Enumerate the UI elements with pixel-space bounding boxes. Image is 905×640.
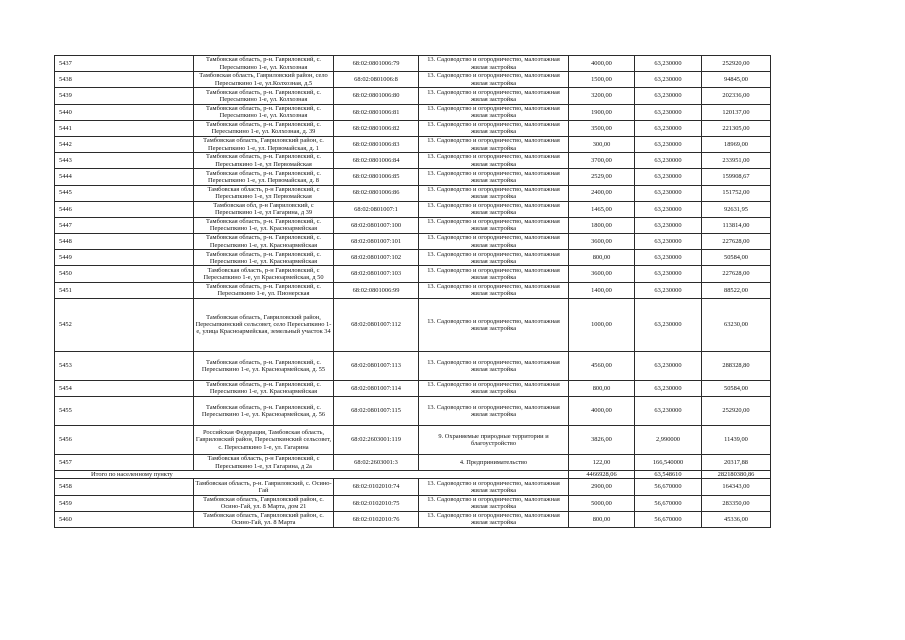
land-use-cell: 13. Садоводство и огородничество, малоэтажная жилая застройка bbox=[419, 250, 569, 266]
cadastral-value-cell: 227628,00 bbox=[702, 266, 771, 282]
cadastral-value-cell: 252920,00 bbox=[702, 397, 771, 426]
area-cell: 1000,00 bbox=[569, 298, 635, 351]
address-cell: Тамбовская область, р-н. Гавриловский, с. Пересыпкино 1-е, ул. Красноармейская bbox=[194, 234, 334, 250]
cadastral-number-cell: 68:02:0801007:115 bbox=[334, 397, 419, 426]
table-body bbox=[55, 56, 771, 528]
specific-value-cell: 63,230000 bbox=[635, 136, 702, 152]
cadastral-number-cell: 68:02:0801007:103 bbox=[334, 266, 419, 282]
cadastral-value-cell: 282180380,86 bbox=[702, 471, 771, 479]
table-row bbox=[55, 351, 771, 380]
area-cell: 4000,00 bbox=[569, 56, 635, 72]
land-use-cell: 13. Садоводство и огородничество, малоэтажная жилая застройка bbox=[419, 56, 569, 72]
specific-value-cell: 63,230000 bbox=[635, 201, 702, 217]
area-cell: 1400,00 bbox=[569, 282, 635, 298]
cadastral-value-cell: 113814,00 bbox=[702, 217, 771, 233]
cadastral-value-cell: 45336,00 bbox=[702, 511, 771, 527]
area-cell: 1900,00 bbox=[569, 104, 635, 120]
cadastral-value-cell: 50584,00 bbox=[702, 380, 771, 396]
area-cell: 3600,00 bbox=[569, 234, 635, 250]
cadastral-number-cell: 68:02:0102010:74 bbox=[334, 479, 419, 495]
record-number-cell: 5439 bbox=[55, 88, 194, 104]
area-cell: 3600,00 bbox=[569, 266, 635, 282]
cadastral-number-cell: 68:02:0801006:8 bbox=[334, 72, 419, 88]
record-number-cell: 5456 bbox=[55, 426, 194, 455]
area-cell: 3826,00 bbox=[569, 426, 635, 455]
specific-value-cell: 63,230000 bbox=[635, 120, 702, 136]
address-cell: Тамбовская область, р-н. Гавриловский, с. Пересыпкино 1-е, ул. Красноармейская bbox=[194, 217, 334, 233]
cadastral-number-cell: 68:02:0801007:1 bbox=[334, 201, 419, 217]
address-cell: Тамбовская область, Гавриловский район, село Пересыпкино 1-е, ул.Колхозная, д.5 bbox=[194, 72, 334, 88]
cadastral-number-cell: 68:02:0801006:80 bbox=[334, 88, 419, 104]
area-cell: 4466928,06 bbox=[569, 471, 635, 479]
land-use-cell: 13. Садоводство и огородничество, малоэтажная жилая застройка bbox=[419, 217, 569, 233]
land-use-cell: 13. Садоводство и огородничество, малоэтажная жилая застройка bbox=[419, 201, 569, 217]
cadastral-number-cell: 68:02:2603001:119 bbox=[334, 426, 419, 455]
address-cell: Тамбовская область, р-н. Гавриловский, с. Пересыпкино 1-е, ул. Пионерская bbox=[194, 282, 334, 298]
record-number-cell: 5446 bbox=[55, 201, 194, 217]
cadastral-number-cell: 68:02:0102010:76 bbox=[334, 511, 419, 527]
table-row bbox=[55, 153, 771, 169]
land-use-cell: 13. Садоводство и огородничество, малоэтажная жилая застройка bbox=[419, 266, 569, 282]
specific-value-cell: 63,230000 bbox=[635, 397, 702, 426]
land-use-cell: 4. Предпринимательство bbox=[419, 455, 569, 471]
table-row bbox=[55, 104, 771, 120]
specific-value-cell: 63,230000 bbox=[635, 234, 702, 250]
specific-value-cell: 63,230000 bbox=[635, 380, 702, 396]
table-row bbox=[55, 56, 771, 72]
record-number-cell: 5457 bbox=[55, 455, 194, 471]
area-cell: 800,00 bbox=[569, 380, 635, 396]
specific-value-cell: 63,230000 bbox=[635, 298, 702, 351]
address-cell: Российская Федерация, Тамбовская область, Гавриловский район, Пересыпкинский сельсовет, с. Пересыпкино 1-е, ул. Гагарина bbox=[194, 426, 334, 455]
area-cell: 1800,00 bbox=[569, 217, 635, 233]
cadastral-value-cell: 164343,00 bbox=[702, 479, 771, 495]
cadastral-value-cell: 18969,00 bbox=[702, 136, 771, 152]
specific-value-cell: 2,990000 bbox=[635, 426, 702, 455]
cadastral-value-cell: 159908,67 bbox=[702, 169, 771, 185]
table-row bbox=[55, 250, 771, 266]
address-cell: Тамбовская область, р-н. Гавриловский, с. Пересыпкино 1-е, ул Первомайская bbox=[194, 153, 334, 169]
area-cell: 2400,00 bbox=[569, 185, 635, 201]
cadastral-number-cell: 68:02:0801006:82 bbox=[334, 120, 419, 136]
specific-value-cell: 63,230000 bbox=[635, 185, 702, 201]
address-cell: Тамбовская область, р-н Гавриловский, с Пересыпкино 1-е, ул Гагарина, д 2а bbox=[194, 455, 334, 471]
specific-value-cell: 63,230000 bbox=[635, 56, 702, 72]
record-number-cell: 5438 bbox=[55, 72, 194, 88]
table-row bbox=[55, 234, 771, 250]
specific-value-cell: 63,230000 bbox=[635, 266, 702, 282]
record-number-cell: 5445 bbox=[55, 185, 194, 201]
cadastral-value-cell: 151752,00 bbox=[702, 185, 771, 201]
specific-value-cell: 63,230000 bbox=[635, 351, 702, 380]
land-use-cell: 9. Охраняемые природные территории и благоустройство bbox=[419, 426, 569, 455]
address-cell: Тамбовская область, р-н. Гавриловский, с. Осино-Гай bbox=[195, 479, 332, 495]
record-number-cell: 5454 bbox=[55, 380, 194, 396]
table-row bbox=[55, 169, 771, 185]
land-use-cell: 13. Садоводство и огородничество, малоэтажная жилая застройка bbox=[419, 104, 569, 120]
cadastral-value-cell: 233951,00 bbox=[702, 153, 771, 169]
record-number-cell: 5455 bbox=[55, 397, 194, 426]
record-number-cell: 5459 bbox=[55, 495, 194, 511]
table-row bbox=[55, 479, 771, 495]
record-number-cell: 5444 bbox=[55, 169, 194, 185]
land-use-cell: 13. Садоводство и огородничество, малоэтажная жилая застройка bbox=[419, 351, 569, 380]
area-cell: 2900,00 bbox=[569, 479, 635, 495]
cadastral-number-cell: 68:02:0801006:84 bbox=[334, 153, 419, 169]
specific-value-cell: 63,230000 bbox=[635, 217, 702, 233]
land-use-cell: 13. Садоводство и огородничество, малоэтажная жилая застройка bbox=[419, 88, 569, 104]
subtotal-label: Итого по населенному пункту bbox=[55, 471, 569, 479]
table-row bbox=[55, 136, 771, 152]
land-use-cell: 13. Садоводство и огородничество, малоэтажная жилая застройка bbox=[419, 380, 569, 396]
table-row bbox=[55, 88, 771, 104]
cadastral-value-cell: 120137,00 bbox=[702, 104, 771, 120]
cadastral-number-cell: 68:02:0801007:102 bbox=[334, 250, 419, 266]
area-cell: 2529,00 bbox=[569, 169, 635, 185]
table-row bbox=[55, 120, 771, 136]
record-number-cell: 5451 bbox=[55, 282, 194, 298]
address-cell: Тамбовская область, р-н. Гавриловский, с. Пересыпкино 1-е, ул. Колхозная bbox=[194, 56, 334, 72]
table-row bbox=[55, 217, 771, 233]
subtotal-row bbox=[55, 471, 771, 479]
specific-value-cell: 63,230000 bbox=[635, 72, 702, 88]
cadastral-number-cell: 68:02:0801006:86 bbox=[334, 185, 419, 201]
cadastral-value-cell: 252920,00 bbox=[702, 56, 771, 72]
cadastral-number-cell: 68:02:0801007:100 bbox=[334, 217, 419, 233]
cadastral-number-cell: 68:02:0801006:79 bbox=[334, 56, 419, 72]
cadastral-value-cell: 221305,00 bbox=[702, 120, 771, 136]
cadastral-value-cell: 92631,95 bbox=[702, 201, 771, 217]
address-cell: Тамбовская область, р-н. Гавриловский, с. Пересыпкино 1-е, ул. Колхозная bbox=[194, 88, 334, 104]
table-row bbox=[55, 397, 771, 426]
record-number-cell: 5452 bbox=[55, 298, 194, 351]
cadastral-value-cell: 202336,00 bbox=[702, 88, 771, 104]
record-number-cell: 5458 bbox=[55, 479, 194, 495]
table-row bbox=[55, 455, 771, 471]
land-use-cell: 13. Садоводство и огородничество, малоэтажная жилая застройка bbox=[419, 185, 569, 201]
table-row bbox=[55, 72, 771, 88]
cadastral-number-cell: 68:02:0801007:101 bbox=[334, 234, 419, 250]
cadastral-number-cell: 68:02:0801006:85 bbox=[334, 169, 419, 185]
area-cell: 3200,00 bbox=[569, 88, 635, 104]
address-cell: Тамбовская область, р-н. Гавриловский, с. Пересыпкино 1-е, ул. Первомайская, д. 8 bbox=[194, 169, 334, 185]
address-cell: Тамбовская область, р-н Гавриловский, с Пересыпкино 1-е, ул Первомайская bbox=[194, 185, 334, 201]
table-row bbox=[55, 495, 771, 511]
record-number-cell: 5440 bbox=[55, 104, 194, 120]
cadastral-value-cell: 288328,80 bbox=[702, 351, 771, 380]
address-cell: Тамбовская область, р-н. Гавриловский, с. Пересыпкино 1-е, ул. Колхозная, д. 39 bbox=[194, 120, 334, 136]
specific-value-cell: 63,230000 bbox=[635, 169, 702, 185]
record-number-cell: 5442 bbox=[55, 136, 194, 152]
area-cell: 3700,00 bbox=[569, 153, 635, 169]
area-cell: 1465,00 bbox=[569, 201, 635, 217]
record-number-cell: 5441 bbox=[55, 120, 194, 136]
area-cell: 4560,00 bbox=[569, 351, 635, 380]
address-cell: Тамбовская область, р-н. Гавриловский, с. Пересыпкино 1-е, ул. Красноармейская, д. 55 bbox=[194, 351, 334, 380]
cadastral-number-cell: 68:02:0801007:114 bbox=[334, 380, 419, 396]
table-row bbox=[55, 266, 771, 282]
address-cell: Тамбовская обл, р-н Гавриловский, с Пересыпкино 1-е, ул Гагарина, д 39 bbox=[194, 201, 334, 217]
table-row bbox=[55, 298, 771, 351]
address-cell: Тамбовская область, р-н. Гавриловский, с. Пересыпкино 1-е, ул. Колхозная bbox=[194, 104, 334, 120]
cadastral-value-cell: 227628,00 bbox=[702, 234, 771, 250]
record-number-cell: 5448 bbox=[55, 234, 194, 250]
land-use-cell: 13. Садоводство и огородничество, малоэтажная жилая застройка bbox=[419, 298, 569, 351]
cadastral-value-cell: 63230,00 bbox=[702, 298, 771, 351]
area-cell: 800,00 bbox=[569, 511, 635, 527]
specific-value-cell: 63,230000 bbox=[635, 282, 702, 298]
address-cell: Тамбовская область, р-н. Гавриловский, с. Пересыпкино 1-е, ул. Красноармейская bbox=[194, 380, 334, 396]
address-cell: Тамбовская область, р-н. Гавриловский, с. Пересыпкино 1-е, ул. Красноармейская, д. 56 bbox=[194, 397, 334, 426]
address-cell: Тамбовская область, Гавриловский район, с. Осино-Гай, ул. 8 Марта bbox=[194, 511, 334, 527]
specific-value-cell: 63,230000 bbox=[635, 104, 702, 120]
cadastral-number-cell: 68:02:2603001:3 bbox=[334, 455, 419, 471]
area-cell: 3500,00 bbox=[569, 120, 635, 136]
cadastral-number-cell: 68:02:0801007:113 bbox=[334, 351, 419, 380]
record-number-cell: 5437 bbox=[55, 56, 194, 72]
record-number-cell: 5449 bbox=[55, 250, 194, 266]
record-number-cell: 5447 bbox=[55, 217, 194, 233]
area-cell: 300,00 bbox=[569, 136, 635, 152]
land-use-cell: 13. Садоводство и огородничество, малоэтажная жилая застройка bbox=[419, 234, 569, 250]
cadastral-value-cell: 20317,88 bbox=[702, 455, 771, 471]
specific-value-cell: 56,670000 bbox=[635, 511, 702, 527]
land-use-cell: 13. Садоводство и огородничество, малоэтажная жилая застройка bbox=[419, 511, 569, 527]
specific-value-cell: 63,230000 bbox=[635, 153, 702, 169]
address-cell: Тамбовская область, Гавриловский район, с. Осино-Гай, ул. 8 Марта, дом 21 bbox=[194, 495, 334, 511]
record-number-cell: 5460 bbox=[55, 511, 194, 527]
specific-value-cell: 63,548610 bbox=[635, 471, 702, 479]
cadastral-number-cell: 68:02:0102010:75 bbox=[334, 495, 419, 511]
specific-value-cell: 63,230000 bbox=[635, 250, 702, 266]
cadastral-number-cell: 68:02:0801006:83 bbox=[334, 136, 419, 152]
specific-value-cell: 56,670000 bbox=[635, 479, 702, 495]
cadastral-number-cell: 68:02:0801007:112 bbox=[334, 298, 419, 351]
land-use-cell: 13. Садоводство и огородничество, малоэтажная жилая застройка bbox=[419, 153, 569, 169]
land-use-cell: 13. Садоводство и огородничество, малоэтажная жилая застройка bbox=[419, 136, 569, 152]
cadastral-value-cell: 94845,00 bbox=[702, 72, 771, 88]
land-use-cell: 13. Садоводство и огородничество, малоэтажная жилая застройка bbox=[419, 72, 569, 88]
land-use-cell: 13. Садоводство и огородничество, малоэтажная жилая застройка bbox=[419, 120, 569, 136]
record-number-cell: 5443 bbox=[55, 153, 194, 169]
address-cell: Тамбовская область, Гавриловский район, Пересыпкинский сельсовет, село Пересыпкино 1-е, улица Красноармейская, земельный участок 34 bbox=[194, 298, 334, 351]
table-row bbox=[55, 185, 771, 201]
address-cell: Тамбовская область, Гавриловский район, с. Пересыпкино 1-е, ул. Первомайская, д. 1 bbox=[194, 136, 334, 152]
cadastral-value-cell: 88522,00 bbox=[702, 282, 771, 298]
record-number-cell: 5453 bbox=[55, 351, 194, 380]
specific-value-cell: 56,670000 bbox=[635, 495, 702, 511]
cadastral-value-cell: 11439,00 bbox=[702, 426, 771, 455]
address-cell: Тамбовская область, р-н Гавриловский, с Пересыпкино 1-е, ул Красноармейская, д 50 bbox=[194, 266, 334, 282]
area-cell: 5000,00 bbox=[569, 495, 635, 511]
table-row bbox=[55, 380, 771, 396]
record-number-cell: 5450 bbox=[55, 266, 194, 282]
land-use-cell: 13. Садоводство и огородничество, малоэтажная жилая застройка bbox=[419, 169, 569, 185]
area-cell: 122,00 bbox=[569, 455, 635, 471]
specific-value-cell: 63,230000 bbox=[635, 88, 702, 104]
area-cell: 800,00 bbox=[569, 250, 635, 266]
area-cell: 4000,00 bbox=[569, 397, 635, 426]
table-row bbox=[55, 282, 771, 298]
table-row bbox=[55, 201, 771, 217]
cadastral-value-table bbox=[54, 55, 771, 528]
cadastral-number-cell: 68:02:0801006:99 bbox=[334, 282, 419, 298]
land-use-cell: 13. Садоводство и огородничество, малоэтажная жилая застройка bbox=[419, 397, 569, 426]
table-row bbox=[55, 426, 771, 455]
land-use-cell: 13. Садоводство и огородничество, малоэтажная жилая застройка bbox=[419, 282, 569, 298]
specific-value-cell: 166,540000 bbox=[635, 455, 702, 471]
cadastral-value-cell: 50584,00 bbox=[702, 250, 771, 266]
land-use-cell: 13. Садоводство и огородничество, малоэтажная жилая застройка bbox=[419, 495, 569, 511]
land-use-cell: 13. Садоводство и огородничество, малоэтажная жилая застройка bbox=[419, 479, 569, 495]
table-row bbox=[55, 511, 771, 527]
cadastral-number-cell: 68:02:0801006:81 bbox=[334, 104, 419, 120]
address-cell: Тамбовская область, р-н. Гавриловский, с. Пересыпкино 1-е, ул. Красноармейская bbox=[194, 250, 334, 266]
area-cell: 1500,00 bbox=[569, 72, 635, 88]
cadastral-value-cell: 283350,00 bbox=[702, 495, 771, 511]
